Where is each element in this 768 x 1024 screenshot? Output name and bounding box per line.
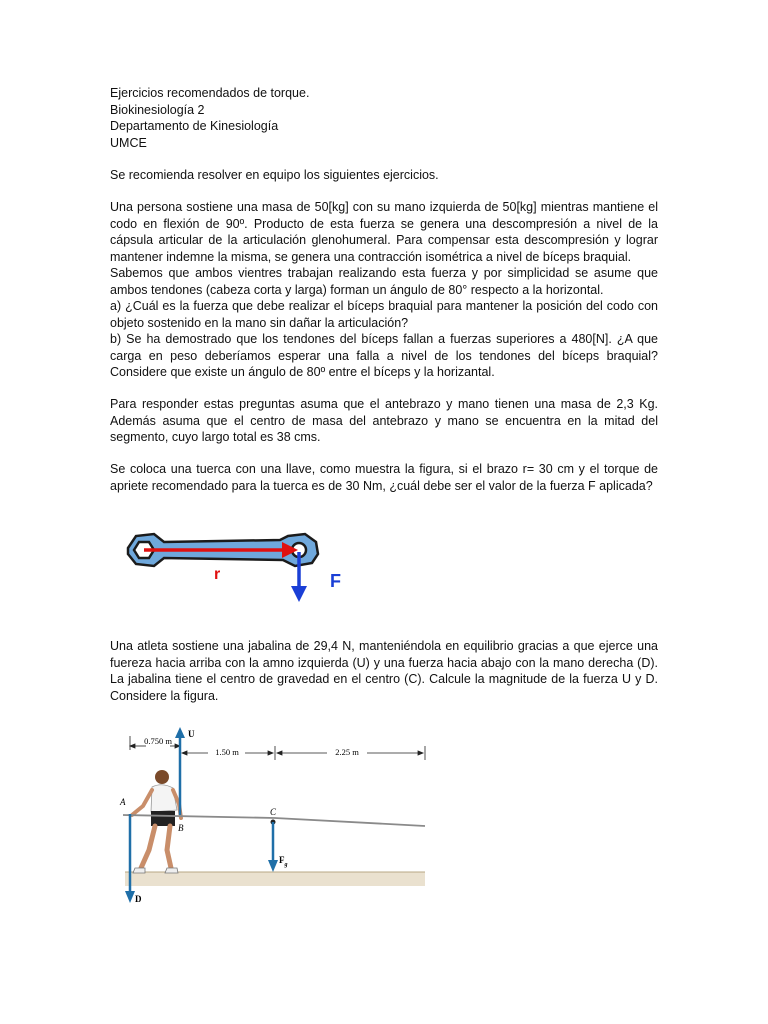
- f-label: F: [330, 571, 341, 591]
- dimension-3-label: 2.25 m: [335, 747, 359, 757]
- exercise-1-question-b: b) Se ha demostrado que los tendones del bíceps fallan a fuerzas superiores a 480[N]. ¿A que carga en peso deberíamos esperar una falla a nivel de los tendones del bíceps braquial? Considere que existe un ángulo de 80º entre el bíceps y la horizantal.: [110, 332, 658, 379]
- exercise-3-paragraph: Una atleta sostiene una jabalina de 29,4 N, manteniéndola en equilibrio gracias a que ejerce una fuereza hacia arriba con la amno izquierda (U) y una fuerza hacia abajo con la mano derecha (D). La jabalina tiene el centro de gravedad en el centro (C). Calcule la magnitude de la fuerza U y D. Considere la figura.: [110, 639, 658, 703]
- exercise-2-paragraph: Se coloca una tuerca con una llave, como muestra la figura, si el brazo r= 30 cm y el torque de apriete recomendado para la tuerca es de 30 Nm, ¿cuál debe ser el valor de la fuerza F aplicada?: [110, 462, 658, 493]
- label-b: B: [178, 823, 184, 833]
- label-fg-main: F: [279, 855, 285, 865]
- exercise-1: [110, 199, 658, 381]
- label-c: C: [270, 807, 277, 817]
- exercise-1-note: Para responder estas preguntas asuma que el antebrazo y mano tienen una masa de 2,3 Kg. Además asuma que el centro de masa del antebrazo y mano se encuentra en la mitad del segmento, cuyo largo total es 38 cms.: [110, 397, 658, 444]
- label-d: D: [135, 894, 142, 904]
- javelin-figure: [115, 722, 435, 912]
- ground: [125, 872, 425, 886]
- header-course: Biokinesiología 2: [110, 102, 205, 117]
- label-a: A: [120, 797, 126, 807]
- dimension-1-label: 0.750 m: [144, 736, 172, 746]
- header-institution: UMCE: [110, 135, 147, 150]
- exercise-1-question-a: a) ¿Cuál es la fuerza que debe realizar el bíceps braquial para mantener la posición del codo con objeto sostenido en la mano sin dañar la articulación?: [110, 299, 658, 330]
- label-fg-sub: g: [284, 862, 288, 868]
- document-header: [110, 85, 658, 151]
- header-department: Departamento de Kinesiología: [110, 119, 279, 133]
- header-title: Ejercicios recomendados de torque.: [110, 86, 310, 100]
- intro-text: Se recomienda resolver en equipo los siguientes ejercicios.: [110, 168, 439, 182]
- exercise-1-paragraph-2: Sabemos que ambos vientres trabajan realizando esta fuerza y por simplicidad se asume que ambos tendones (cabeza corta y larga) forman un ángulo de 80° respecto a la horizontal.: [110, 266, 658, 297]
- label-u: U: [188, 729, 195, 739]
- wrench-figure: [120, 518, 360, 606]
- r-label: r: [214, 566, 221, 583]
- exercise-1-paragraph: Una persona sostiene una masa de 50[kg] con su mano izquierda de 50[kg] mientras mantiene el codo en flexión de 90º. Producto de esta fuerza se genera una descompresión a nivel de la cápsula articular de la articulación glenohumeral. Para compensar esta descompresión y lograr mantener indemne la misma, se genera una contracción isométrica a nivel de bíceps braquial.: [110, 200, 658, 264]
- dimension-2-label: 1.50 m: [215, 747, 239, 757]
